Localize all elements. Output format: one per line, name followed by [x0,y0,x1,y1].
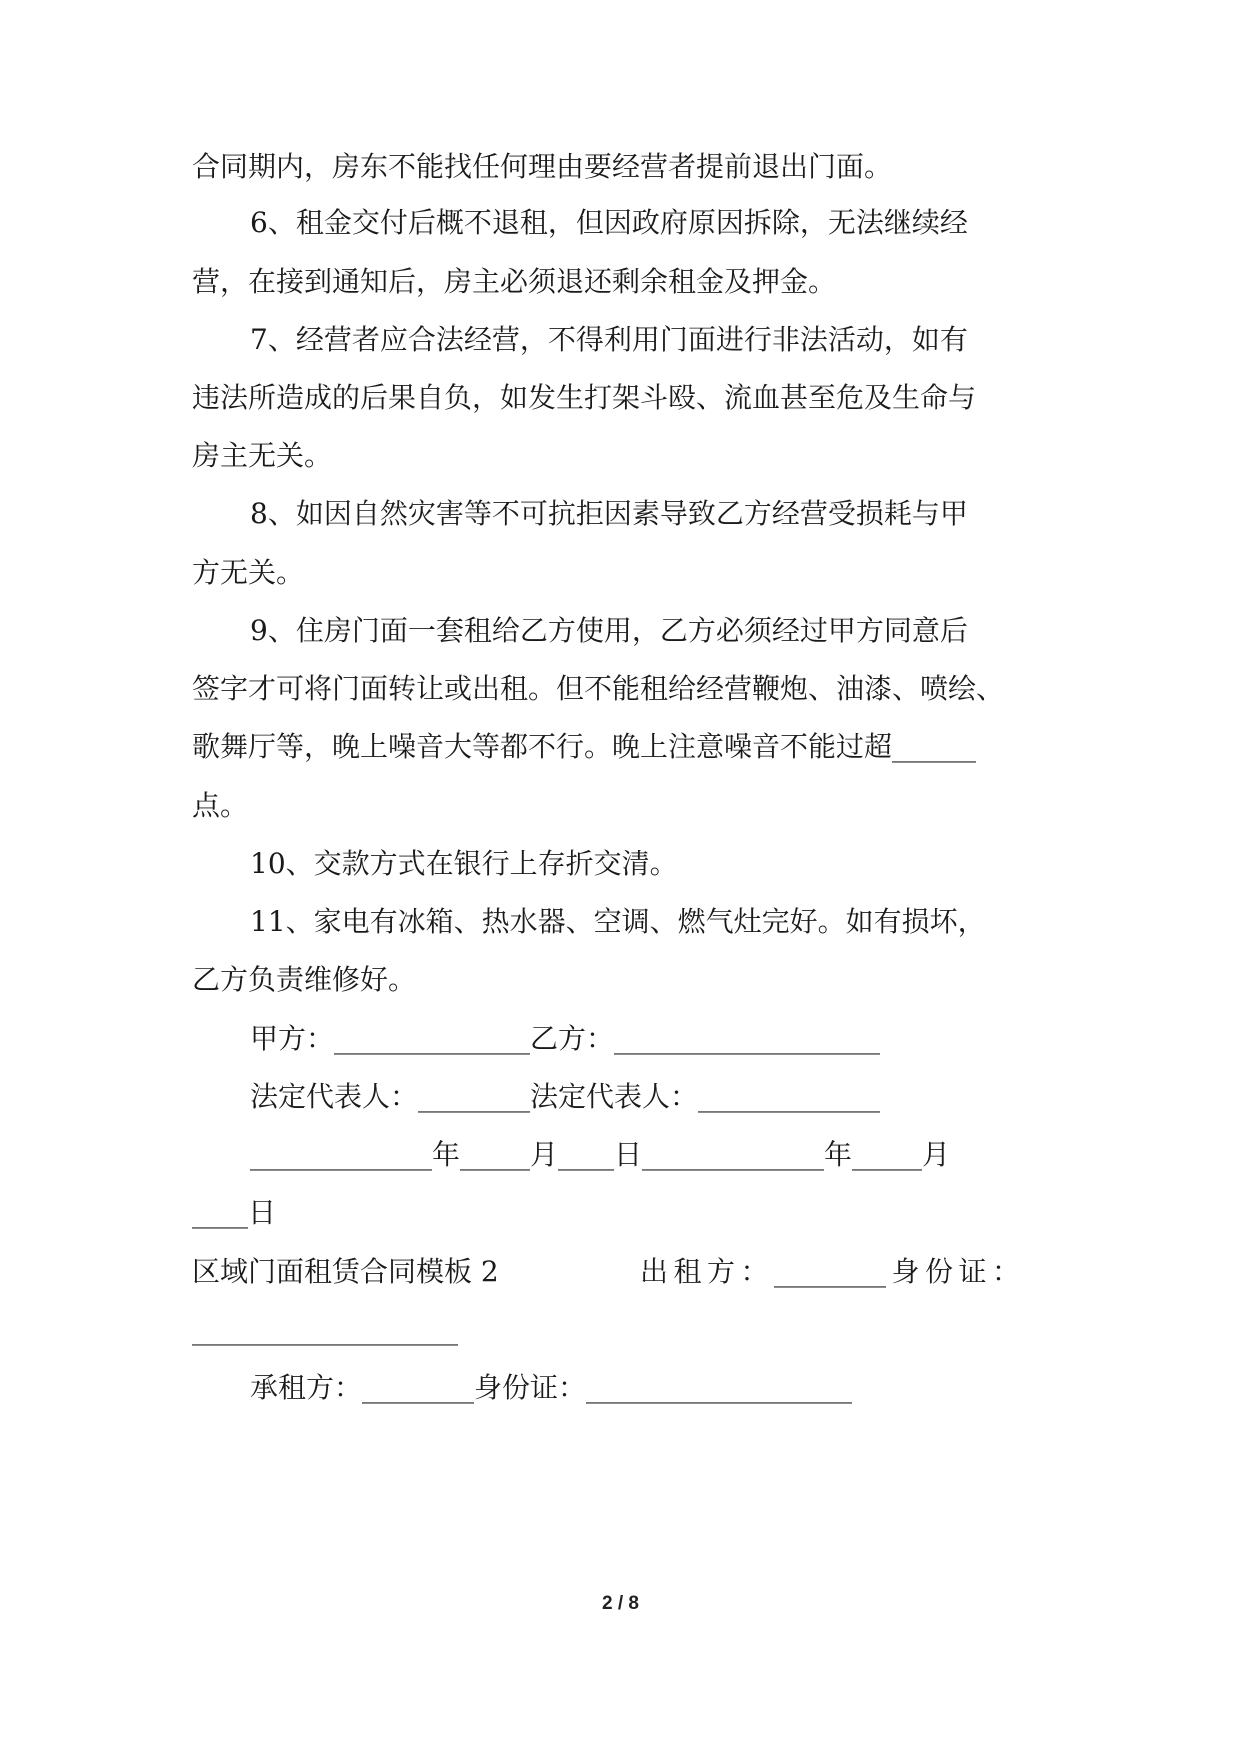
paragraph-line: 乙方负责维修好。 [192,963,417,996]
paragraph-line: 6、租金交付后概不退租，但因政府原因拆除，无法继续经 [250,206,968,239]
lessee-line: 承租方：________身份证：___________________ [250,1371,853,1404]
paragraph-line: 7、经营者应合法经营，不得利用门面进行非法活动，如有 [250,323,968,356]
lessor-line: 出租方：________身份证： [640,1255,1020,1288]
paragraph-line: 合同期内，房东不能找任何理由要经营者提前退出门面。 [192,150,893,183]
paragraph-line: 歌舞厅等，晚上噪音大等都不行。晚上注意噪音不能过超______ [192,730,977,763]
paragraph-line: 签字才可将门面转让或出租。但不能租给经营鞭炮、油漆、喷绘、 [192,672,1005,705]
section-title: 区域门面租赁合同模板 2 [192,1255,499,1288]
paragraph-line: 8、如因自然灾害等不可抗拒因素导致乙方经营受损耗与甲 [250,497,968,530]
signature-line-representatives: 法定代表人：________法定代表人：_____________ [250,1080,881,1113]
paragraph-line: 点。 [192,789,249,822]
paragraph-line: 方无关。 [192,556,305,589]
lessor-id-line: ___________________ [192,1313,458,1346]
paragraph-line: 11、家电有冰箱、热水器、空调、燃气灶完好。如有损坏， [250,905,986,938]
signature-line-dates-cont: ____日 [192,1196,277,1229]
page-number: 2 / 8 [602,1593,639,1614]
paragraph-line: 9、住房门面一套租给乙方使用，乙方必须经过甲方同意后 [250,614,968,647]
paragraph-line: 营，在接到通知后，房主必须退还剩余租金及押金。 [192,265,837,298]
paragraph-line: 违法所造成的后果自负，如发生打架斗殴、流血甚至危及生命与 [192,381,977,414]
paragraph-line: 房主无关。 [192,439,333,472]
signature-line-dates: _____________年_____月____日_____________年_____月 [250,1138,951,1171]
paragraph-line: 10、交款方式在银行上存折交清。 [250,847,678,880]
signature-line-parties: 甲方：______________乙方：___________________ [250,1022,881,1055]
